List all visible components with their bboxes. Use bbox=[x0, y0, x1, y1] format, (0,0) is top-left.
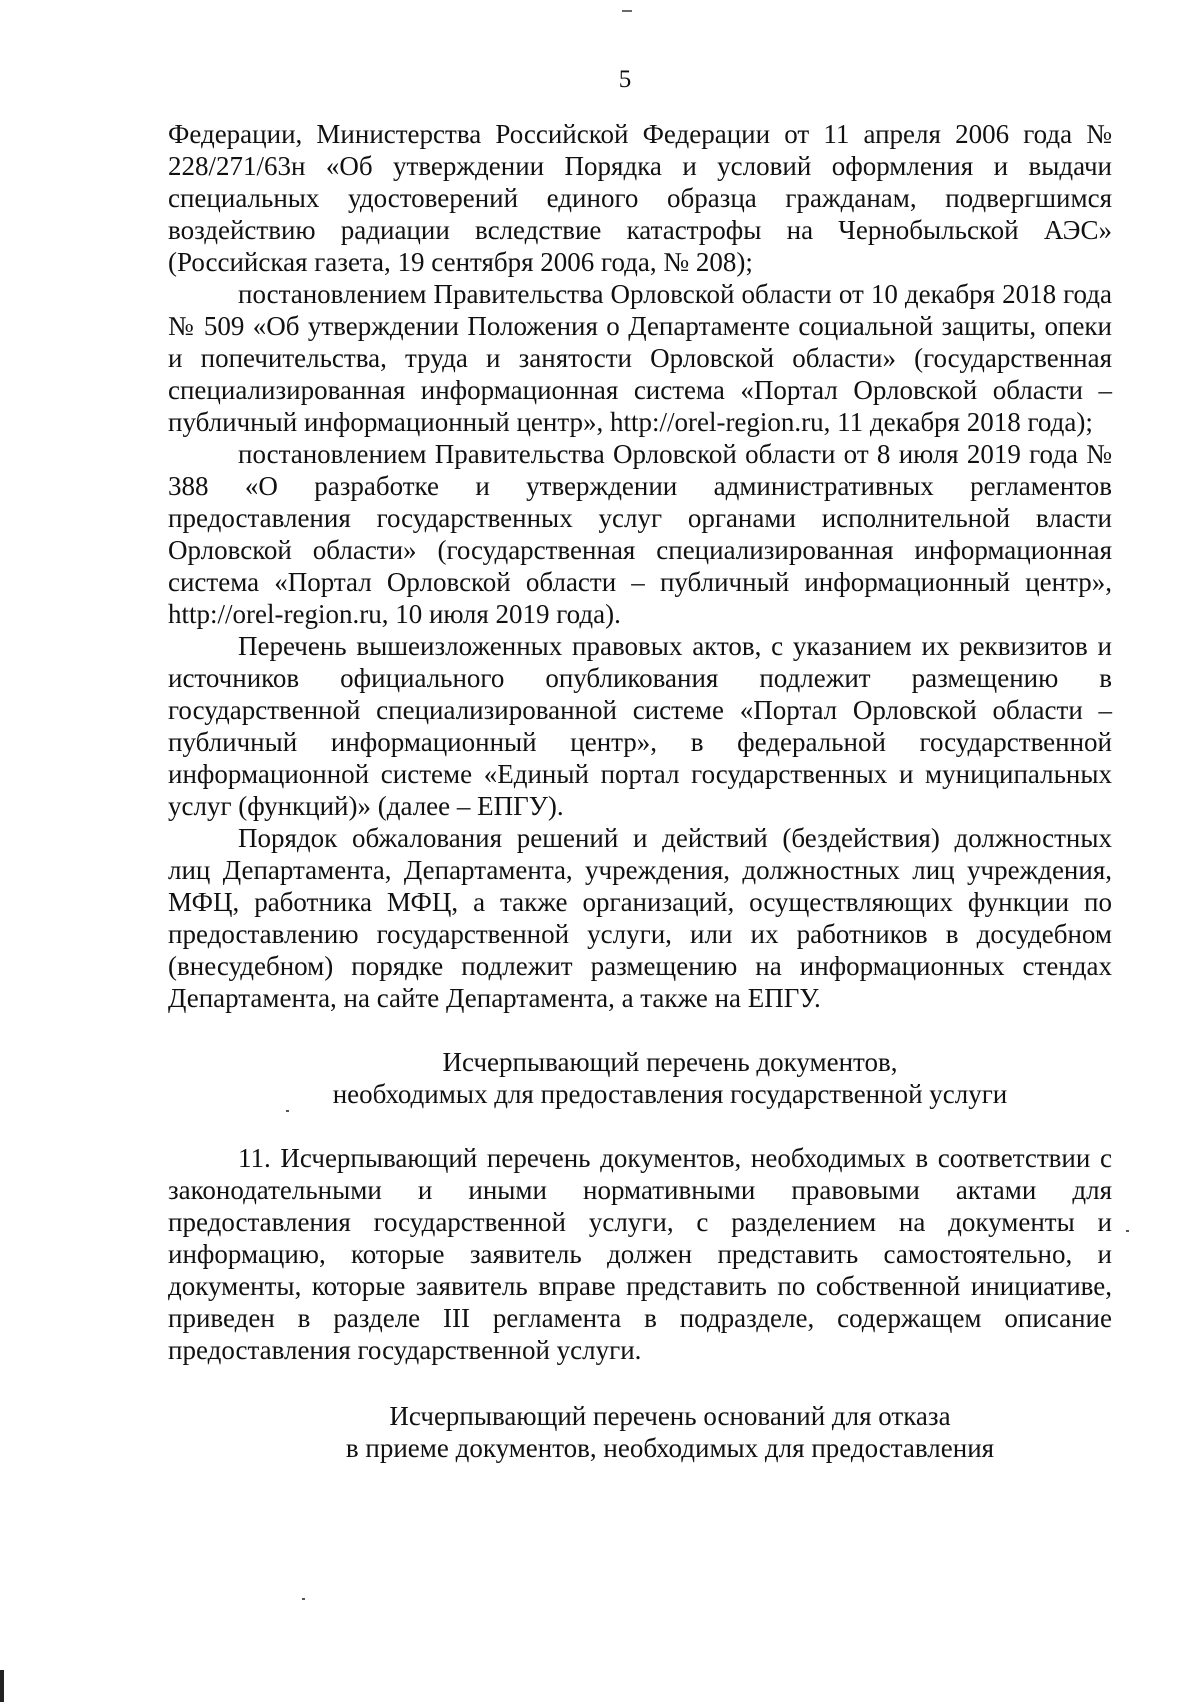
scan-speck bbox=[1126, 1230, 1129, 1232]
section-heading-documents bbox=[168, 1046, 1112, 1110]
paragraph-continuation: Федерации, Министерства Российской Федерации от 11 апреля 2006 года № 228/271/63н «Об утверждении Порядка и условий оформления и выдачи специальных удостоверений единого образца гражданам, подвергшимся воздействию радиации вследствие катастрофы на Чернобыльской АЭС» (Российская газета, 19 сентября 2006 года, № 208); bbox=[168, 119, 1112, 277]
paragraph-resolution-388: постановлением Правительства Орловской области от 8 июля 2019 года № 388 «О разработке и утверждении административных регламентов предоставления государственных услуг органами исполнительной власти Орловской области» (государственная специализированная информационная система «Портал Орловской области – публичный информационный центр», http://orel-region.ru, 10 июля 2019 года). bbox=[168, 439, 1112, 629]
page-number: 5 bbox=[618, 66, 632, 93]
heading-line: необходимых для предоставления государственной услуги bbox=[332, 1079, 1008, 1109]
paragraph-appeal-procedure: Порядок обжалования решений и действий (бездействия) должностных лиц Департамента, Департамента, учреждения, должностных лиц учреждения, МФЦ, работника МФЦ, а также организаций, осуществляющих функции по предоставлению государственной услуги, или их работников в досудебном (внесудебном) порядке подлежит размещению на информационных стендах Департамента, на сайте Департамента, а также на ЕПГУ. bbox=[168, 823, 1112, 1013]
scan-artifact-top bbox=[622, 10, 632, 12]
document-body bbox=[168, 118, 1112, 1464]
paragraph-legal-acts-list: Перечень вышеизложенных правовых актов, с указанием их реквизитов и источников официального опубликования подлежит размещению в государственной специализированной системе «Портал Орловской области – публичный информационный центр», в федеральной государственной информационной системе «Единый портал государственных и муниципальных услуг (функций)» (далее – ЕПГУ). bbox=[168, 631, 1112, 821]
scan-artifact-edge bbox=[0, 1670, 4, 1702]
section-heading-refusal bbox=[168, 1400, 1112, 1464]
paragraph-item-11: 11. Исчерпывающий перечень документов, необходимых в соответствии с законодательными и иными нормативными правовыми актами для предоставления государственной услуги, с разделением на документы и информацию, которые заявитель должен представить самостоятельно, и документы, которые заявитель вправе представить по собственной инициативе, приведен в разделе III регламента в подразделе, содержащем описание предоставления государственной услуги. bbox=[168, 1143, 1112, 1365]
heading-line: Исчерпывающий перечень документов, bbox=[442, 1047, 898, 1077]
scan-speck bbox=[302, 1598, 305, 1600]
heading-line: Исчерпывающий перечень оснований для отказа bbox=[389, 1401, 951, 1431]
heading-line: в приеме документов, необходимых для предоставления bbox=[345, 1433, 995, 1463]
paragraph-resolution-509: постановлением Правительства Орловской области от 10 декабря 2018 года № 509 «Об утверждении Положения о Департаменте социальной защиты, опеки и попечительства, труда и занятости Орловской области» (государственная специализированная информационная система «Портал Орловской области – публичный информационный центр», http://orel-region.ru, 11 декабря 2018 года); bbox=[168, 279, 1112, 437]
